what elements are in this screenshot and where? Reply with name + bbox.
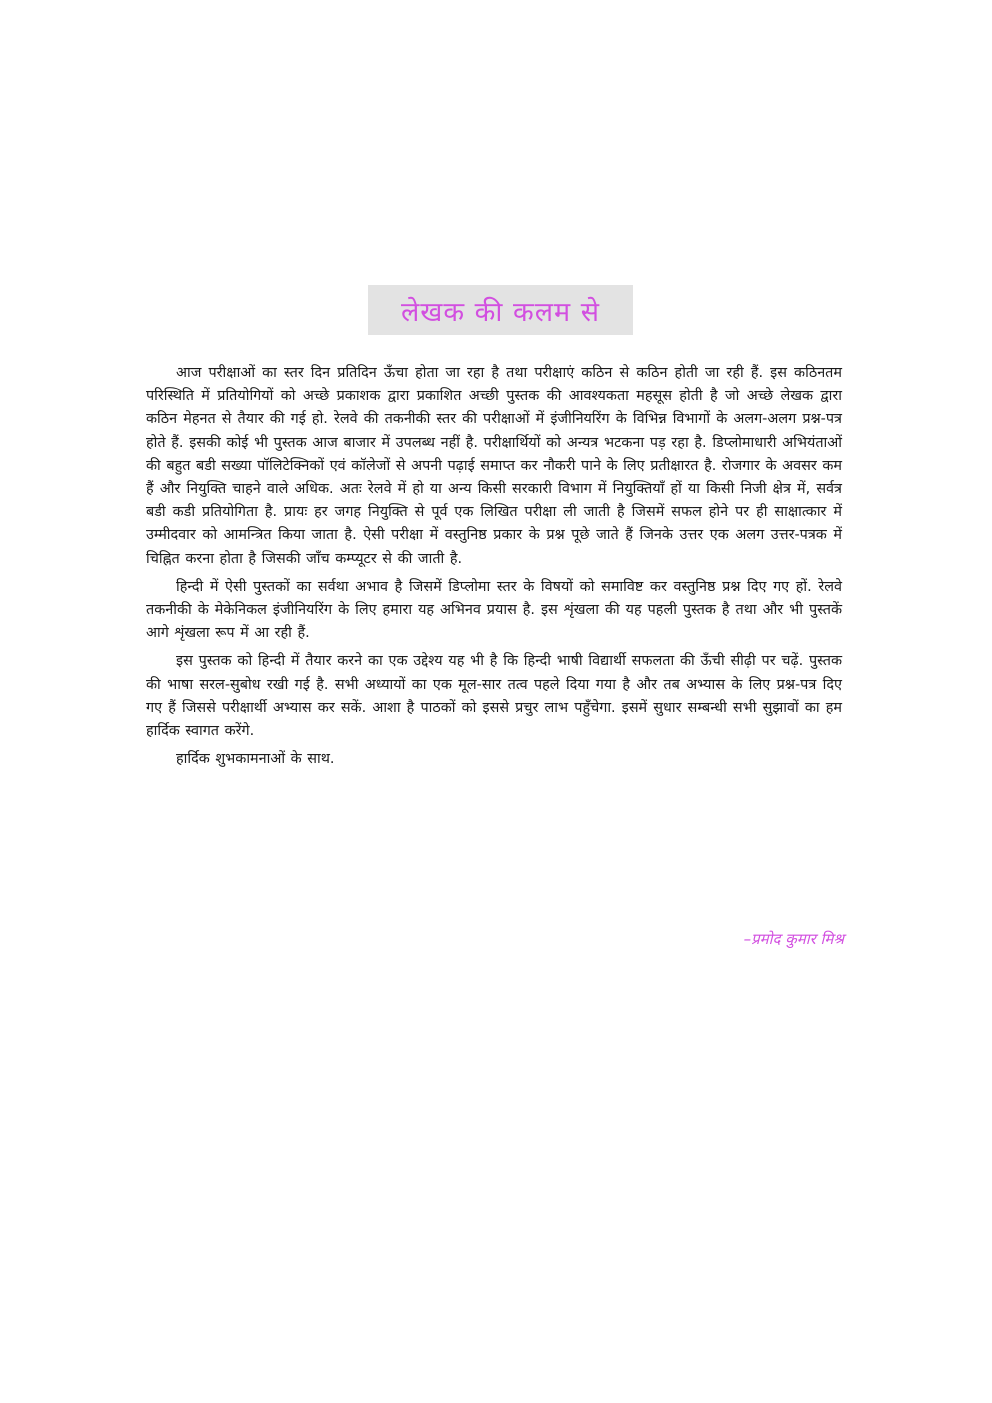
paragraph-1: आज परीक्षाओं का स्तर दिन प्रतिदिन ऊँचा होता जा रहा है तथा परीक्षाएं कठिन से कठिन होती जा रही हैं. इस कठिनतम परिस्थिति में प्रतियोगियों को अच्छे प्रकाशक द्वारा प्रकाशित अच्छी पुस्तक की आवश्यकता महसूस होती है जो अच्छे लेखक द्वारा कठिन मेहनत से तैयार की गई हो. रेलवे की तकनीकी स्तर की परीक्षाओं में इंजीनियरिंग के विभिन्न विभागों के अलग-अलग प्रश्न-पत्र होते हैं. इसकी कोई भी पुस्तक आज बाजार में उपलब्ध नहीं है. परीक्षार्थियों को अन्यत्र भटकना पड़ रहा है. डिप्लोमाधारी अभियंताओं की बहुत बडी सख्या पॉलिटेक्निकों एवं कॉलेजों से अपनी पढ़ाई समाप्त कर नौकरी पाने के लिए प्रतीक्षारत है. रोजगार के अवसर कम हैं और नियुक्ति चाहने वाले अधिक. अतः रेलवे में हो या अन्य किसी सरकारी विभाग में नियुक्तियाँ हों या किसी निजी क्षेत्र में, सर्वत्र बडी कडी प्रतियोगिता है. प्रायः हर जगह नियुक्ति से पूर्व एक लिखित परीक्षा ली जाती है जिसमें सफल होने पर ही साक्षात्कार में उम्मीदवार को आमन्त्रित किया जाता है. ऐसी परीक्षा में वस्तुनिष्ठ प्रकार के प्रश्न पूछे जाते हैं जिनके उत्तर एक अलग उत्तर-पत्रक में चिह्नित करना होता है जिसकी जाँच कम्प्यूटर से की जाती है. bbox=[146, 365, 842, 567]
closing-line: हार्दिक शुभकामनाओं के साथ. bbox=[176, 751, 335, 768]
heading-box bbox=[368, 285, 633, 335]
author-signature: –प्रमोद कुमार मिश्र bbox=[743, 930, 844, 948]
paragraph-3: इस पुस्तक को हिन्दी में तैयार करने का एक उद्देश्य यह भी है कि हिन्दी भाषी विद्यार्थी सफलता की ऊँची सीढ़ी पर चढ़ें. पुस्तक की भाषा सरल-सुबोध रखी गई है. सभी अध्यायों का एक मूल-सार तत्व पहले दिया गया है और तब अभ्यास के लिए प्रश्न-पत्र दिए गए हैं जिससे परीक्षार्थी अभ्यास कर सकें. आशा है पाठकों को इससे प्रचुर लाभ पहुँचेगा. इसमें सुधार सम्बन्धी सभी सुझावों का हम हार्दिक स्वागत करेंगे. bbox=[146, 653, 842, 740]
page-title: लेखक की कलम से bbox=[400, 296, 601, 328]
preface-body bbox=[146, 362, 842, 776]
paragraph-2: हिन्दी में ऐसी पुस्तकों का सर्वथा अभाव है जिसमें डिप्लोमा स्तर के विषयों को समाविष्ट कर वस्तुनिष्ठ प्रश्न दिए गए हों. रेलवे तकनीकी के मेकेनिकल इंजीनियरिंग के लिए हमारा यह अभिनव प्रयास है. इस शृंखला की यह पहली पुस्तक है तथा और भी पुस्तकें आगे शृंखला रूप में आ रही हैं. bbox=[146, 578, 842, 642]
